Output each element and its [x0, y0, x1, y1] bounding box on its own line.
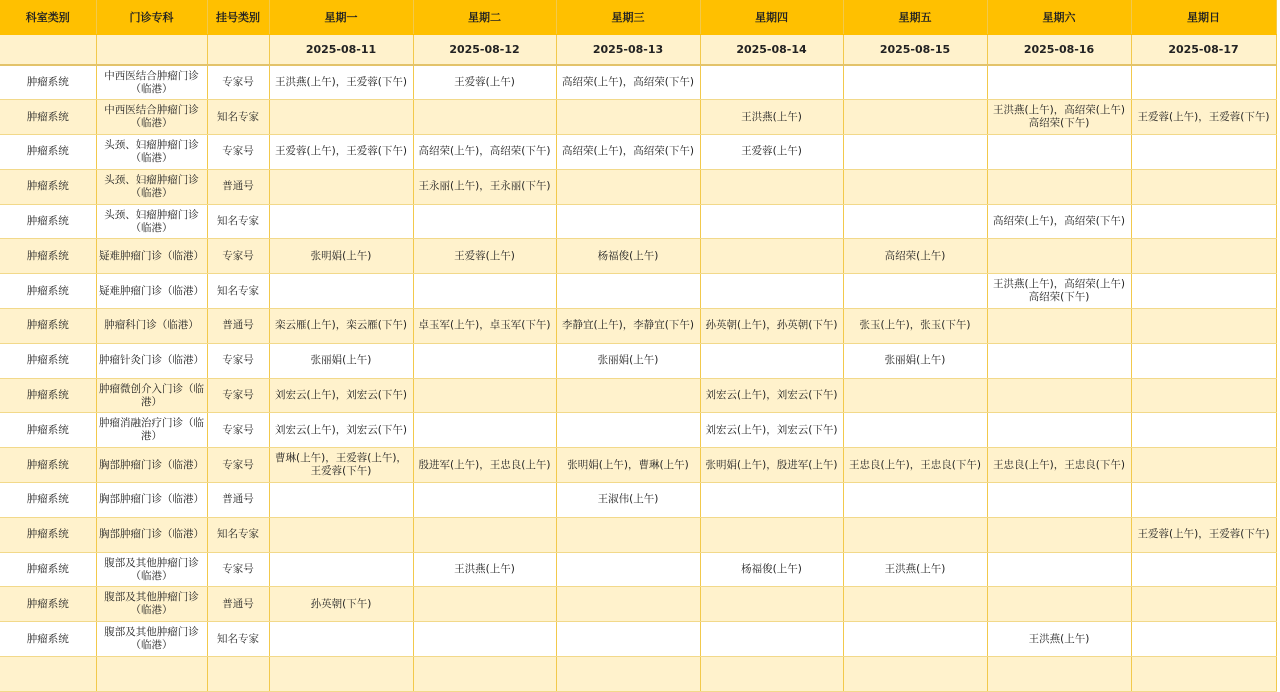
clinic-specialty-cell: 中西医结合肿瘤门诊（临港）: [96, 65, 207, 100]
department-category-cell: 肿瘤系统: [0, 343, 96, 378]
saturday-cell: [987, 343, 1131, 378]
registration-type-cell: 知名专家: [207, 100, 269, 135]
header-friday: 星期五: [843, 0, 987, 35]
monday-cell: 刘宏云(上午)，刘宏云(下午): [269, 378, 413, 413]
monday-cell: [269, 657, 413, 692]
friday-cell: 张玉(上午)，张玉(下午): [843, 309, 987, 344]
thursday-cell: [700, 483, 843, 518]
saturday-cell: 王洪燕(上午)，高绍荣(上午) 高绍荣(下午): [987, 100, 1131, 135]
registration-type-cell: 专家号: [207, 378, 269, 413]
sunday-cell: [1131, 274, 1276, 309]
department-category-cell: [0, 657, 96, 692]
sunday-cell: [1131, 483, 1276, 518]
department-category-cell: 肿瘤系统: [0, 274, 96, 309]
department-category-cell: 肿瘤系统: [0, 448, 96, 483]
department-category-cell: 肿瘤系统: [0, 309, 96, 344]
wednesday-cell: [556, 204, 700, 239]
header-saturday: 星期六: [987, 0, 1131, 35]
saturday-cell: [987, 517, 1131, 552]
saturday-cell: 高绍荣(上午)，高绍荣(下午): [987, 204, 1131, 239]
header-clinic-specialty: 门诊专科: [96, 0, 207, 35]
table-row: [0, 378, 1276, 413]
thursday-cell: 孙英朝(上午)，孙英朝(下午): [700, 309, 843, 344]
monday-cell: [269, 274, 413, 309]
monday-cell: [269, 517, 413, 552]
sunday-cell: [1131, 169, 1276, 204]
sunday-cell: 王爱蓉(上午)，王爱蓉(下午): [1131, 100, 1276, 135]
clinic-specialty-cell: 中西医结合肿瘤门诊（临港）: [96, 100, 207, 135]
wednesday-cell: 高绍荣(上午)，高绍荣(下午): [556, 65, 700, 100]
registration-type-cell: 普通号: [207, 587, 269, 622]
department-category-cell: 肿瘤系统: [0, 622, 96, 657]
registration-type-cell: 知名专家: [207, 204, 269, 239]
table-row: [0, 239, 1276, 274]
wednesday-cell: 高绍荣(上午)，高绍荣(下午): [556, 135, 700, 170]
header-thursday: 星期四: [700, 0, 843, 35]
friday-cell: [843, 517, 987, 552]
tuesday-cell: 王洪燕(上午): [413, 552, 556, 587]
friday-cell: [843, 204, 987, 239]
table-row: [0, 169, 1276, 204]
saturday-cell: [987, 309, 1131, 344]
monday-cell: 孙英朝(下午): [269, 587, 413, 622]
clinic-specialty-cell: 腹部及其他肿瘤门诊（临港）: [96, 587, 207, 622]
registration-type-cell: [207, 657, 269, 692]
wednesday-cell: [556, 100, 700, 135]
saturday-cell: 王忠良(上午)，王忠良(下午): [987, 448, 1131, 483]
clinic-specialty-cell: 胸部肿瘤门诊（临港）: [96, 517, 207, 552]
monday-cell: [269, 169, 413, 204]
tuesday-cell: [413, 517, 556, 552]
registration-type-cell: 专家号: [207, 239, 269, 274]
saturday-cell: [987, 378, 1131, 413]
wednesday-cell: 张丽娟(上午): [556, 343, 700, 378]
thursday-cell: [700, 239, 843, 274]
sunday-cell: [1131, 343, 1276, 378]
thursday-cell: [700, 517, 843, 552]
table-row: [0, 274, 1276, 309]
clinic-specialty-cell: 腹部及其他肿瘤门诊（临港）: [96, 622, 207, 657]
monday-cell: [269, 204, 413, 239]
monday-cell: 张丽娟(上午): [269, 343, 413, 378]
date-cell: [96, 35, 207, 66]
thursday-cell: 杨福俊(上午): [700, 552, 843, 587]
table-row: [0, 622, 1276, 657]
header-tuesday: 星期二: [413, 0, 556, 35]
tuesday-cell: [413, 343, 556, 378]
tuesday-cell: [413, 100, 556, 135]
saturday-cell: 王洪燕(上午): [987, 622, 1131, 657]
saturday-cell: 王洪燕(上午)，高绍荣(上午) 高绍荣(下午): [987, 274, 1131, 309]
thursday-cell: 张明娟(上午)，殷进军(上午): [700, 448, 843, 483]
thursday-cell: 王爱蓉(上午): [700, 135, 843, 170]
thursday-cell: [700, 169, 843, 204]
saturday-cell: [987, 587, 1131, 622]
table-row: [0, 204, 1276, 239]
sunday-cell: [1131, 448, 1276, 483]
thursday-cell: [700, 204, 843, 239]
saturday-cell: [987, 483, 1131, 518]
department-category-cell: 肿瘤系统: [0, 517, 96, 552]
saturday-cell: [987, 552, 1131, 587]
date-wednesday: 2025-08-13: [556, 35, 700, 66]
department-category-cell: 肿瘤系统: [0, 239, 96, 274]
clinic-specialty-cell: 肿瘤科门诊（临港）: [96, 309, 207, 344]
tuesday-cell: [413, 622, 556, 657]
sunday-cell: [1131, 204, 1276, 239]
friday-cell: [843, 378, 987, 413]
tuesday-cell: 卓玉军(上午)，卓玉军(下午): [413, 309, 556, 344]
registration-type-cell: 专家号: [207, 552, 269, 587]
department-category-cell: 肿瘤系统: [0, 100, 96, 135]
clinic-specialty-cell: 疑难肿瘤门诊（临港）: [96, 239, 207, 274]
clinic-specialty-cell: [96, 657, 207, 692]
tuesday-cell: [413, 274, 556, 309]
table-row: [0, 552, 1276, 587]
registration-type-cell: 专家号: [207, 65, 269, 100]
table-row: [0, 135, 1276, 170]
friday-cell: 王洪燕(上午): [843, 552, 987, 587]
department-category-cell: 肿瘤系统: [0, 65, 96, 100]
clinic-specialty-cell: 头颈、妇瘤肿瘤门诊（临港）: [96, 169, 207, 204]
tuesday-cell: 高绍荣(上午)，高绍荣(下午): [413, 135, 556, 170]
sunday-cell: [1131, 378, 1276, 413]
wednesday-cell: 张明娟(上午)，曹琳(上午): [556, 448, 700, 483]
monday-cell: 刘宏云(上午)，刘宏云(下午): [269, 413, 413, 448]
header-registration-type: 挂号类别: [207, 0, 269, 35]
table-row: [0, 343, 1276, 378]
tuesday-cell: 王永丽(上午)，王永丽(下午): [413, 169, 556, 204]
clinic-specialty-cell: 疑难肿瘤门诊（临港）: [96, 274, 207, 309]
wednesday-cell: [556, 552, 700, 587]
friday-cell: [843, 413, 987, 448]
friday-cell: 王忠良(上午)，王忠良(下午): [843, 448, 987, 483]
thursday-cell: [700, 622, 843, 657]
clinic-specialty-cell: 腹部及其他肿瘤门诊（临港）: [96, 552, 207, 587]
registration-type-cell: 专家号: [207, 413, 269, 448]
monday-cell: [269, 100, 413, 135]
weekday-header-row: [0, 0, 1276, 35]
registration-type-cell: 专家号: [207, 135, 269, 170]
registration-type-cell: 普通号: [207, 309, 269, 344]
sunday-cell: [1131, 309, 1276, 344]
sunday-cell: [1131, 239, 1276, 274]
friday-cell: [843, 135, 987, 170]
friday-cell: [843, 100, 987, 135]
department-category-cell: 肿瘤系统: [0, 552, 96, 587]
monday-cell: [269, 552, 413, 587]
sunday-cell: [1131, 587, 1276, 622]
clinic-specialty-cell: 肿瘤针灸门诊（临港）: [96, 343, 207, 378]
wednesday-cell: 杨福俊(上午): [556, 239, 700, 274]
date-tuesday: 2025-08-12: [413, 35, 556, 66]
wednesday-cell: 李静宜(上午)，李静宜(下午): [556, 309, 700, 344]
tuesday-cell: [413, 204, 556, 239]
sunday-cell: [1131, 65, 1276, 100]
date-friday: 2025-08-15: [843, 35, 987, 66]
saturday-cell: [987, 65, 1131, 100]
tuesday-cell: 殷进军(上午)，王忠良(上午): [413, 448, 556, 483]
registration-type-cell: 普通号: [207, 169, 269, 204]
clinic-specialty-cell: 头颈、妇瘤肿瘤门诊（临港）: [96, 204, 207, 239]
saturday-cell: [987, 657, 1131, 692]
table-row: [0, 657, 1276, 692]
clinic-specialty-cell: 头颈、妇瘤肿瘤门诊（临港）: [96, 135, 207, 170]
registration-type-cell: 知名专家: [207, 517, 269, 552]
thursday-cell: 王洪燕(上午): [700, 100, 843, 135]
tuesday-cell: [413, 657, 556, 692]
monday-cell: [269, 622, 413, 657]
saturday-cell: [987, 413, 1131, 448]
friday-cell: [843, 169, 987, 204]
registration-type-cell: 专家号: [207, 448, 269, 483]
thursday-cell: [700, 343, 843, 378]
department-category-cell: 肿瘤系统: [0, 204, 96, 239]
friday-cell: [843, 622, 987, 657]
wednesday-cell: [556, 657, 700, 692]
table-row: [0, 65, 1276, 100]
registration-type-cell: 普通号: [207, 483, 269, 518]
table-row: [0, 483, 1276, 518]
thursday-cell: [700, 274, 843, 309]
header-department-category: 科室类别: [0, 0, 96, 35]
wednesday-cell: [556, 413, 700, 448]
thursday-cell: [700, 65, 843, 100]
date-header-row: [0, 35, 1276, 66]
wednesday-cell: [556, 622, 700, 657]
tuesday-cell: [413, 587, 556, 622]
monday-cell: 王爱蓉(上午)，王爱蓉(下午): [269, 135, 413, 170]
saturday-cell: [987, 135, 1131, 170]
tuesday-cell: 王爱蓉(上午): [413, 65, 556, 100]
monday-cell: 曹琳(上午)，王爱蓉(上午)，王爱蓉(下午): [269, 448, 413, 483]
table-row: [0, 309, 1276, 344]
clinic-specialty-cell: 肿瘤微创介入门诊（临港）: [96, 378, 207, 413]
friday-cell: [843, 274, 987, 309]
table-row: [0, 448, 1276, 483]
monday-cell: [269, 483, 413, 518]
department-category-cell: 肿瘤系统: [0, 135, 96, 170]
sunday-cell: [1131, 622, 1276, 657]
date-sunday: 2025-08-17: [1131, 35, 1276, 66]
date-saturday: 2025-08-16: [987, 35, 1131, 66]
saturday-cell: [987, 239, 1131, 274]
sunday-cell: [1131, 135, 1276, 170]
sunday-cell: [1131, 413, 1276, 448]
tuesday-cell: [413, 413, 556, 448]
header-wednesday: 星期三: [556, 0, 700, 35]
thursday-cell: [700, 657, 843, 692]
wednesday-cell: [556, 169, 700, 204]
tuesday-cell: [413, 378, 556, 413]
friday-cell: 高绍荣(上午): [843, 239, 987, 274]
department-category-cell: 肿瘤系统: [0, 169, 96, 204]
date-cell: [207, 35, 269, 66]
sunday-cell: [1131, 657, 1276, 692]
clinic-specialty-cell: 胸部肿瘤门诊（临港）: [96, 448, 207, 483]
thursday-cell: 刘宏云(上午)，刘宏云(下午): [700, 378, 843, 413]
table-row: [0, 587, 1276, 622]
department-category-cell: 肿瘤系统: [0, 483, 96, 518]
registration-type-cell: 知名专家: [207, 274, 269, 309]
date-monday: 2025-08-11: [269, 35, 413, 66]
header-monday: 星期一: [269, 0, 413, 35]
monday-cell: 张明娟(上午): [269, 239, 413, 274]
date-thursday: 2025-08-14: [700, 35, 843, 66]
department-category-cell: 肿瘤系统: [0, 587, 96, 622]
monday-cell: 王洪燕(上午)，王爱蓉(下午): [269, 65, 413, 100]
table-row: [0, 100, 1276, 135]
wednesday-cell: [556, 274, 700, 309]
friday-cell: [843, 587, 987, 622]
wednesday-cell: [556, 517, 700, 552]
friday-cell: [843, 657, 987, 692]
registration-type-cell: 知名专家: [207, 622, 269, 657]
tuesday-cell: [413, 483, 556, 518]
date-cell: [0, 35, 96, 66]
wednesday-cell: 王淑伟(上午): [556, 483, 700, 518]
sunday-cell: 王爱蓉(上午)，王爱蓉(下午): [1131, 517, 1276, 552]
friday-cell: [843, 65, 987, 100]
registration-type-cell: 专家号: [207, 343, 269, 378]
friday-cell: 张丽娟(上午): [843, 343, 987, 378]
table-row: [0, 517, 1276, 552]
thursday-cell: [700, 587, 843, 622]
saturday-cell: [987, 169, 1131, 204]
tuesday-cell: 王爱蓉(上午): [413, 239, 556, 274]
sunday-cell: [1131, 552, 1276, 587]
clinic-specialty-cell: 肿瘤消融治疗门诊（临港）: [96, 413, 207, 448]
friday-cell: [843, 483, 987, 518]
monday-cell: 栾云雁(上午)，栾云雁(下午): [269, 309, 413, 344]
wednesday-cell: [556, 378, 700, 413]
header-sunday: 星期日: [1131, 0, 1276, 35]
thursday-cell: 刘宏云(上午)，刘宏云(下午): [700, 413, 843, 448]
table-row: [0, 413, 1276, 448]
department-category-cell: 肿瘤系统: [0, 378, 96, 413]
wednesday-cell: [556, 587, 700, 622]
schedule-body: [0, 65, 1276, 691]
clinic-specialty-cell: 胸部肿瘤门诊（临港）: [96, 483, 207, 518]
department-category-cell: 肿瘤系统: [0, 413, 96, 448]
